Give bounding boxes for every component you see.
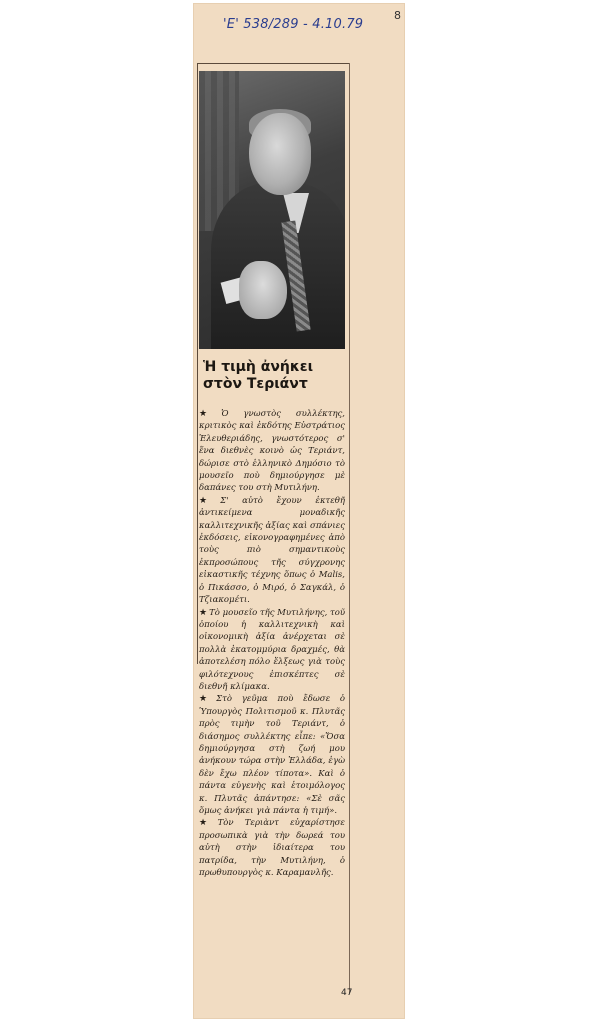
star-bullet-icon: ★ bbox=[199, 818, 216, 829]
newspaper-clipping bbox=[193, 3, 405, 1019]
star-bullet-icon: ★ bbox=[199, 607, 208, 618]
star-bullet-icon: ★ bbox=[199, 495, 219, 506]
paragraph-2 bbox=[199, 495, 345, 607]
archive-note: 'Ε' 538/289 - 4.10.79 bbox=[223, 17, 364, 32]
paragraph-text: Ὁ γνωστὸς συλλέκτης, κριτικὸς καὶ ἐκδότης Εὐστράτιος Ἐλευθεριάδης, γνωστότερος σ' ἕνα διεθνὲς κοινὸ ὡς Τεριάντ, δώρισε στὸ ἑλληνικὸ Δημόσιο τὸ μουσεῖο ποὺ δημιούργησε μὲ δαπάνες του στὴ Μυτιλήνη. bbox=[199, 409, 345, 494]
paragraph-5 bbox=[199, 817, 345, 879]
paragraph-text: Σ' αὐτὸ ἔχουν ἐκτεθῆ ἀντικείμενα μοναδικῆς καλλιτεχνικῆς ἀξίας καὶ σπάνιες ἐκδόσεις, εἰκονογραφημένες ἀπὸ τοὺς πιὸ σημαντικοὺς ἐκπροσώπους τῆς σύγχρονης εἰκαστικῆς τέχνης ὅπως ὁ Malis, ὁ Πικάσσο, ὁ Μιρό, ὁ Σαγκάλ, ὁ Τζιακομέτι. bbox=[199, 495, 345, 606]
photo-hand bbox=[239, 261, 287, 319]
paragraph-4 bbox=[199, 693, 345, 817]
paragraph-1 bbox=[199, 408, 345, 495]
headline: Ἡ τιμὴ ἀνήκει στὸν Τεριάντ bbox=[203, 359, 314, 392]
photo-suit bbox=[211, 183, 345, 349]
paragraph-3 bbox=[199, 607, 345, 694]
paragraph-text: Στὸ γεῦμα ποὺ ἔδωσε ὁ Ὑπουργὸς Πολιτισμοῦ κ. Πλυτᾶς πρὸς τιμὴν τοῦ Τεριάντ, ὁ διάσημος συλλέκτης εἶπε: «Ὅσα δημιούργησα στὴ ζωή μου ἀνήκουν τώρα στὴν Ἑλλάδα, ἐγὼ δὲν ἔχω πλέον τίποτα». Καὶ ὁ πάντα εὐγενὴς καὶ ἑτοιμόλογος κ. Πλυτᾶς ἀπάντησε: «Σὲ σᾶς ὅμως ἀνήκει γιὰ πάντα ἡ τιμή». bbox=[199, 694, 345, 816]
article-body bbox=[199, 408, 345, 879]
column-rule bbox=[349, 63, 350, 993]
paragraph-text: Τὸ μουσεῖο τῆς Μυτιλήνης, τοῦ ὁποίου ἡ καλλιτεχνικὴ καὶ οἰκονομικὴ ἀξία ἀνέρχεται σὲ πολλὰ ἑκατομμύρια δραχμές, θὰ ἀποτελέση πόλο ἕλξεως γιὰ τοὺς φιλότεχνους ἐπισκέπτες σὲ διεθνῆ κλίμακα. bbox=[199, 607, 345, 692]
star-bullet-icon: ★ bbox=[199, 409, 220, 419]
page-number: 47 bbox=[341, 988, 353, 998]
star-bullet-icon: ★ bbox=[199, 694, 215, 705]
paragraph-text: Τὸν Τεριὰντ εὐχαρίστησε προσωπικὰ γιὰ τὴν δωρεά του αὐτὴ στὴν ἰδιαίτερα του πατρίδα, τὴν Μυτιλήνη, ὁ πρωθυπουργὸς κ. Καραμανλῆς. bbox=[199, 818, 345, 879]
portrait-photo bbox=[199, 71, 345, 349]
page-mark: 8 bbox=[394, 9, 401, 22]
photo-head bbox=[249, 113, 311, 195]
